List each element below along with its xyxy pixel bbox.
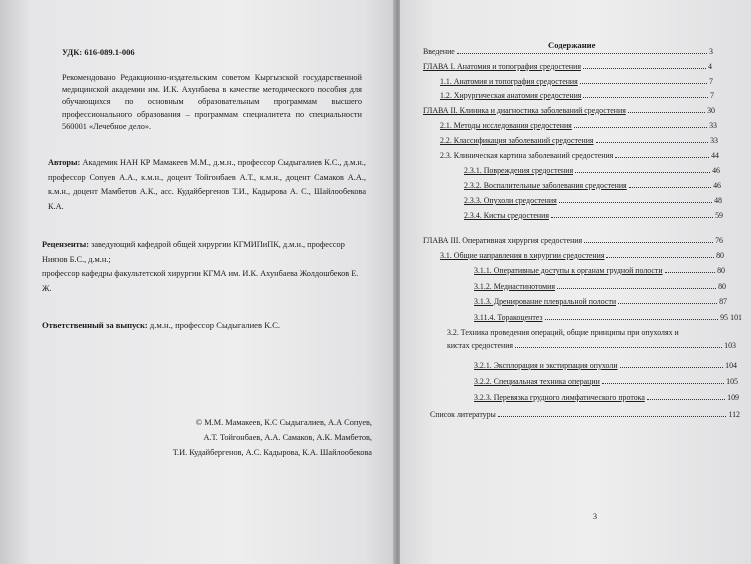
toc-entry-page: 80 — [717, 266, 725, 275]
toc-entry — [440, 251, 724, 260]
toc-entry-title: 2.3.4. Кисты средостения — [464, 211, 549, 220]
toc-entry-title: 3.2.3. Перевязка грудного лимфатического протока — [474, 393, 645, 402]
toc-entry — [440, 77, 713, 86]
page-number: 3 — [593, 512, 597, 521]
udk-code: УДК: 616-089.1-006 — [62, 47, 135, 57]
toc-entry-page: 30 — [707, 106, 715, 115]
toc-entry — [464, 181, 721, 190]
toc-leader-dots — [628, 112, 705, 113]
copyright-line: Т.И. Кудайбергенов, А.С. Кадырова, К.А. Шайлообекова — [172, 448, 372, 458]
toc-entry-page: 76 — [715, 236, 723, 245]
toc-entry-title: 3.1.1. Оперативные доступы к органам грудной полости — [474, 266, 663, 275]
toc-leader-dots — [596, 142, 709, 143]
toc-entry — [720, 313, 742, 322]
toc-leader-dots — [606, 257, 714, 258]
toc-leader-dots — [583, 68, 706, 69]
toc-entry-title: Список литературы — [430, 410, 496, 419]
toc-entry-title: ГЛАВА I. Анатомия и топография средостения — [423, 62, 582, 71]
toc-entry-title: Введение — [423, 47, 455, 56]
toc-entry-page: 3 — [709, 47, 713, 56]
toc-entry-title: 2.3. Клиническая картина заболеваний средостения — [440, 151, 614, 160]
toc-leader-dots — [557, 288, 716, 289]
responsible-label: Ответственный за выпуск: — [42, 320, 148, 330]
toc-entry-page: 105 — [726, 377, 738, 386]
toc-entry — [474, 282, 726, 291]
toc-entry-page: 80 — [716, 251, 724, 260]
reviewers-label: Рецензенты: — [42, 240, 89, 249]
toc-entry-page: 112 — [728, 410, 740, 419]
toc-leader-dots — [559, 202, 712, 203]
toc-entry — [423, 62, 712, 71]
toc-entry — [423, 236, 723, 245]
toc-title: Содержание — [548, 40, 596, 50]
toc-entry — [464, 211, 723, 220]
toc-entry-title: 3.1.3. Дренирование плевральной полости — [474, 297, 617, 306]
toc-entry-page: 87 — [719, 297, 727, 306]
toc-entry — [474, 393, 739, 402]
toc-leader-dots — [647, 399, 725, 400]
copyright-line: © М.М. Мамакеев, К.С Сыдыгалиев, А.А Сопуев, — [195, 418, 372, 427]
toc-entry — [464, 166, 720, 175]
toc-leader-dots — [574, 127, 707, 128]
toc-entry-title: ГЛАВА II. Клиника и диагностика заболеваний средостения — [423, 106, 626, 115]
toc-entry-page: 104 — [725, 361, 737, 370]
toc-entry-title: 3.1. Общие направления в хирургии средостения — [440, 251, 605, 260]
toc-entry-title: 3.2.1. Эксплорация и экстирпация опухоли — [474, 361, 618, 370]
toc-entry-page: 59 — [715, 211, 723, 220]
toc-entry — [474, 266, 725, 275]
toc-entry-title: ГЛАВА III. Оперативная хирургия средостения — [423, 236, 583, 245]
toc-entry-page: 46 — [713, 181, 721, 190]
toc-entry — [440, 91, 714, 100]
toc-entry-title: 2.3.2. Воспалительные заболевания средостения — [464, 181, 627, 190]
toc-entry-title: 3.1.2. Медиастинотомия — [474, 282, 555, 291]
toc-entry-title: 2.3.3. Опухоли средостения — [464, 196, 557, 205]
toc-leader-dots — [515, 347, 722, 348]
toc-entry-page: 7 — [709, 77, 713, 86]
toc-entry — [430, 410, 740, 419]
toc-entry — [447, 328, 736, 337]
toc-leader-dots — [498, 416, 727, 417]
toc-entry-title: 3.2.2. Специальная техника операции — [474, 377, 600, 386]
toc-entry-page: 95 — [720, 313, 728, 322]
toc-entry — [474, 313, 728, 322]
toc-entry-title: 1.2. Хирургическая анатомия средостения — [440, 91, 582, 100]
toc-entry — [440, 151, 719, 160]
reviewer-2: профессор кафедры факультетской хирургии КГМА им. И.К. Ахунбаева Жолдошбеков Е. Ж. — [42, 269, 359, 293]
toc-entry-page: 48 — [714, 196, 722, 205]
toc-entry-page: 44 — [711, 151, 719, 160]
toc-leader-dots — [615, 157, 709, 158]
toc-entry-page: 4 — [708, 62, 712, 71]
toc-entry — [423, 47, 713, 56]
toc-entry-title: 3.11.4. Торакоцентез — [474, 313, 543, 322]
toc-entry — [440, 136, 718, 145]
toc-entry — [474, 297, 727, 306]
toc-leader-dots — [618, 303, 717, 304]
recommendation-paragraph: Рекомендовано Редакционно-издательским советом Кыргызской государственной медицинской академии им. И.К. Ахунбаева в качестве методического пособия для обучающихся по основным образовательным программам высшего профессионального образования – программам специалитета по специальности 560001 «Лечебное дело». — [62, 73, 362, 131]
toc-entry-title: 2.2. Классификация заболеваний средостения — [440, 136, 594, 145]
toc-entry-page: 80 — [718, 282, 726, 291]
toc-leader-dots — [620, 367, 724, 368]
toc-entry-page: 7 — [710, 91, 714, 100]
toc-entry-title: 2.3.1. Повреждения средостения — [464, 166, 574, 175]
toc-entry — [474, 361, 737, 370]
toc-leader-dots — [457, 53, 707, 54]
toc-entry-page: 103 — [724, 341, 736, 350]
toc-entry-page: 109 — [727, 393, 739, 402]
toc-entry-title: 3.2. Техника проведения операций, общие принципы при опухолях и — [447, 328, 679, 337]
toc-entry — [474, 377, 738, 386]
reviewer-1-text: заведующий кафедрой общей хирургии КГМИПиПК, д.м.н., профессор Ниязов Б.С., д.м.н.; — [42, 240, 345, 264]
authors-label: Авторы: — [48, 158, 81, 167]
toc-leader-dots — [580, 83, 707, 84]
toc-entry — [440, 121, 717, 130]
toc-entry-page: 33 — [709, 121, 717, 130]
toc-leader-dots — [629, 187, 711, 188]
authors-list: Академик НАН КР Мамакеев М.М., д.м.н., профессор Сыдыгалиев К.С., д.м.н., профессор Сопуев А.А., к.м.н., доцент Тойгонбаев А.Т., к.м.н., доцент Самаков А.А., к.м.н., доцент Мамбетов А.К., асс. Кудайбергенов Т.И., Кадырова А. С., Шайлообекова К.А. — [48, 158, 366, 211]
toc-entry-title: кистах средостения — [447, 341, 514, 350]
copyright-line: А.Т. Тойгонбаев, А.А. Самаков, А.К. Мамбетов, — [203, 433, 372, 443]
toc-leader-dots — [551, 217, 713, 218]
toc-leader-dots — [583, 97, 708, 98]
toc-entry — [464, 196, 722, 205]
toc-entry-page: 46 — [712, 166, 720, 175]
toc-entry — [447, 341, 736, 350]
toc-leader-dots — [665, 272, 716, 273]
toc-entry-title: 2.1. Методы исследования средостения — [440, 121, 572, 130]
toc-leader-dots — [575, 172, 710, 173]
toc-entry-page: 101 — [730, 313, 742, 322]
toc-entry — [423, 106, 715, 115]
toc-entry-page: 33 — [710, 136, 718, 145]
toc-leader-dots — [584, 242, 713, 243]
responsible-text: д.м.н., профессор Сыдыгалиев К.С. — [147, 320, 280, 330]
toc-leader-dots — [602, 383, 724, 384]
toc-entry-title: 1.1. Анатомия и топография средостения — [440, 77, 578, 86]
toc-leader-dots — [545, 319, 719, 320]
